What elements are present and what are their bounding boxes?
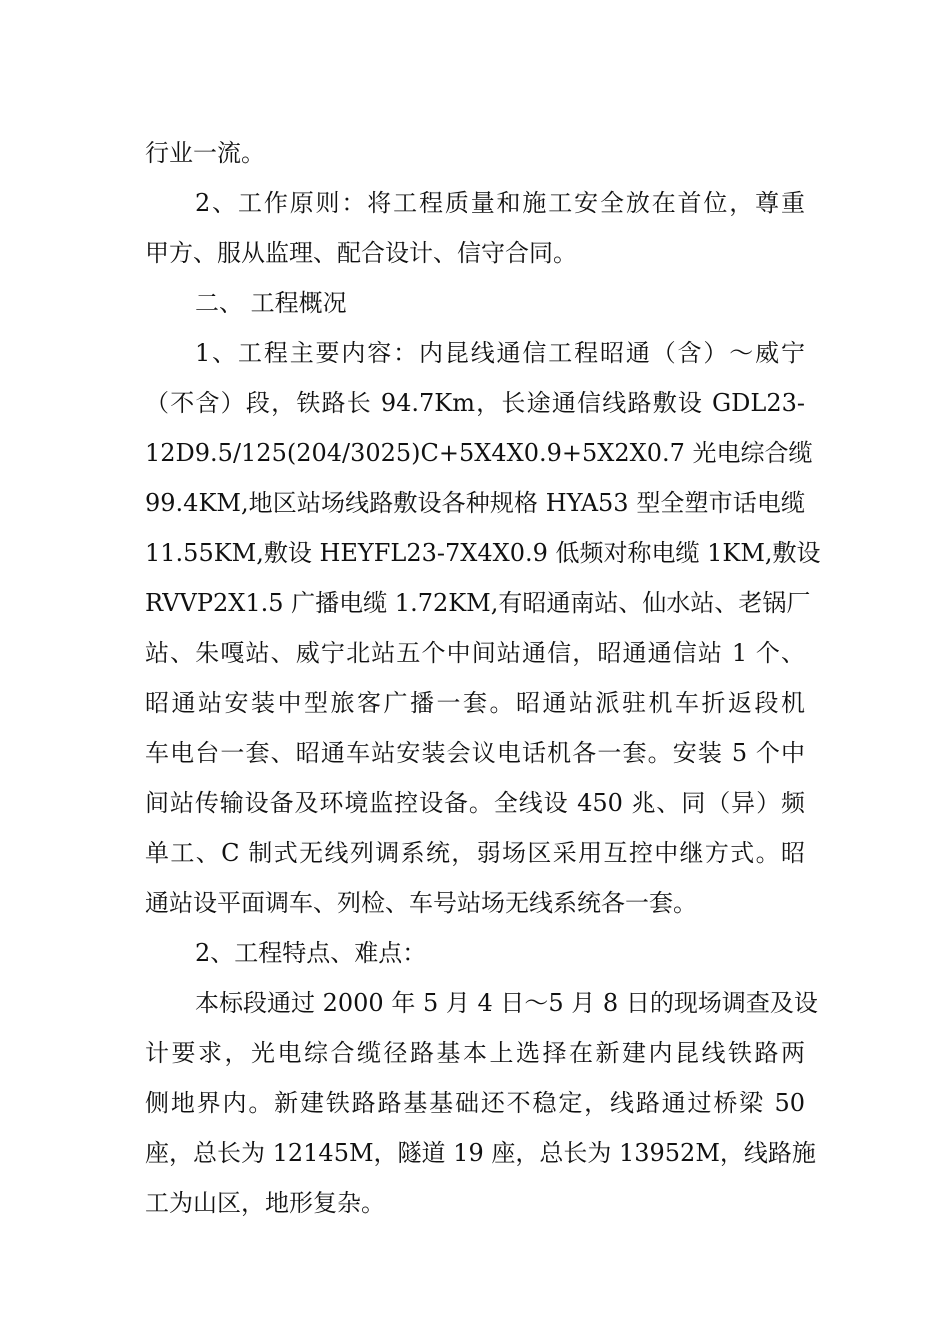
- text-line: 11.55KM,敷设 HEYFL23-7X4X0.9 低频对称电缆 1KM,敷设: [145, 539, 821, 567]
- text-line: 计要求，光电综合缆径路基本上选择在新建内昆线铁路两: [145, 1039, 805, 1067]
- text-line: 甲方、服从监理、配合设计、信守合同。: [145, 239, 577, 267]
- document-body: [145, 128, 821, 1228]
- text-line: 通站设平面调车、列检、车号站场无线系统各一套。: [145, 889, 697, 917]
- text-line: 本标段通过 2000 年 5 月 4 日～5 月 8 日的现场调查及设: [195, 989, 818, 1017]
- text-line: 2、工作原则：将工程质量和施工安全放在首位，尊重: [195, 189, 805, 217]
- subsection-heading: 2、工程特点、难点：: [195, 939, 427, 967]
- section-heading: 二、 工程概况: [195, 289, 347, 317]
- text-line: 侧地界内。新建铁路路基基础还不稳定，线路通过桥梁 50: [145, 1089, 805, 1117]
- text-line: 车电台一套、昭通车站安装会议电话机各一套。安装 5 个中: [145, 739, 805, 767]
- text-line: 12D9.5/125(204/3025)C+5X4X0.9+5X2X0.7 光电综合缆: [145, 439, 813, 467]
- text-line: 工为山区，地形复杂。: [145, 1189, 385, 1217]
- text-line: 单工、C 制式无线列调系统，弱场区采用互控中继方式。昭: [145, 839, 805, 867]
- text-line: 99.4KM,地区站场线路敷设各种规格 HYA53 型全塑市话电缆: [145, 489, 805, 517]
- text-line: 1、工程主要内容：内昆线通信工程昭通（含）～威宁: [195, 339, 805, 367]
- text-line: 座，总长为 12145M，隧道 19 座，总长为 13952M，线路施: [145, 1139, 816, 1167]
- text-line: RVVP2X1.5 广播电缆 1.72KM,有昭通南站、仙水站、老锅厂: [145, 589, 811, 617]
- text-line: 站、朱嘎站、威宁北站五个中间站通信，昭通通信站 1 个、: [145, 639, 805, 667]
- text-line: 昭通站安装中型旅客广播一套。昭通站派驻机车折返段机: [145, 689, 805, 717]
- text-line: 间站传输设备及环境监控设备。全线设 450 兆、同（异）频: [145, 789, 805, 817]
- text-line: 行业一流。: [145, 139, 265, 167]
- text-line: （不含）段，铁路长 94.7Km，长途通信线路敷设 GDL23-: [145, 389, 805, 417]
